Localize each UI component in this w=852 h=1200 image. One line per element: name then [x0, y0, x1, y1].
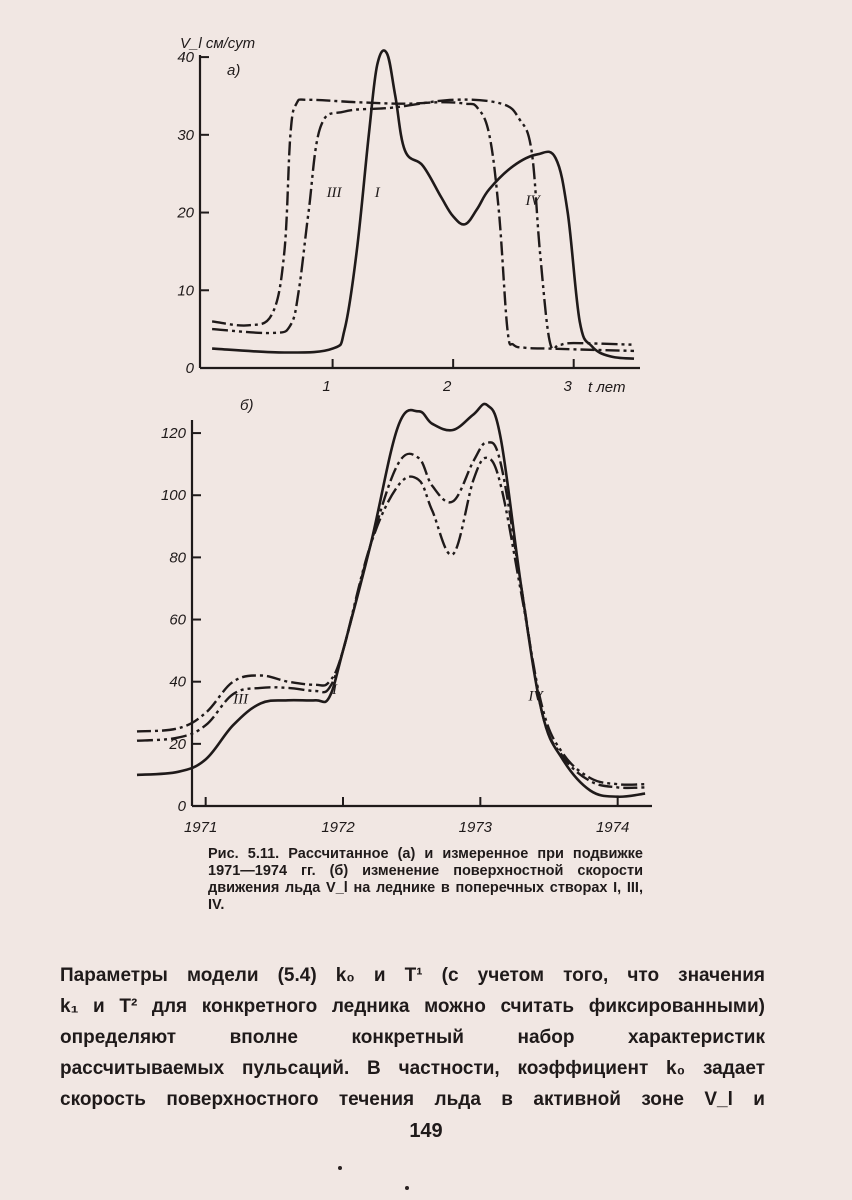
series-line-iv	[137, 458, 645, 785]
panel-a-letter: а)	[227, 62, 241, 79]
panel-b-chart	[137, 397, 652, 836]
y-tick-label: 10	[177, 282, 194, 300]
x-tick-label: 2	[442, 378, 452, 395]
x-tick-label: 3	[563, 378, 572, 395]
body-line: k₁ и T² для конкретного ледника можно считать фиксированными)	[60, 996, 765, 1017]
figure-caption: Рис. 5.11. Рассчитанное (а) и измеренное при подвижке 1971—1974 гг. (б) изменение поверхностной скорости движения льда V_l на леднике в поперечных створах I, III, IV.	[208, 846, 643, 913]
page-dot	[405, 1186, 409, 1190]
series-label: I	[332, 682, 338, 699]
y-tick-label: 60	[169, 611, 186, 629]
body-line: скорость поверхностного течения льда в активной зоне V_l и	[60, 1089, 765, 1110]
panel-a-chart	[176, 35, 640, 396]
series-label: I	[374, 185, 380, 201]
series-line-iv	[212, 100, 634, 350]
x-tick-label: 1	[322, 378, 331, 395]
series-line-i	[212, 50, 634, 358]
x-tick-label: 1972	[321, 819, 355, 836]
y-tick-label: 100	[160, 487, 186, 505]
page-number: 149	[409, 1120, 443, 1142]
body-text	[60, 960, 765, 1115]
y-tick-label: 0	[185, 360, 194, 377]
series-line-i	[137, 404, 645, 797]
body-line: рассчитываемых пульсаций. В частности, коэффициент k₀ задает	[60, 1058, 765, 1079]
body-line: Параметры модели (5.4) k₀ и T¹ (с учетом того, что значения	[60, 965, 765, 986]
series-line-iii	[212, 99, 634, 350]
panel-a-xlabel: t лет	[588, 379, 626, 396]
y-tick-label: 30	[177, 126, 194, 144]
x-tick-label: 1971	[183, 819, 218, 836]
panel-a-ylabel: V_l см/сут	[180, 35, 256, 52]
panel-b-letter: б)	[240, 397, 254, 414]
y-tick-label: 40	[177, 49, 194, 67]
series-label: III	[233, 691, 249, 708]
series-label: III	[326, 185, 342, 201]
y-tick-label: 0	[177, 798, 186, 815]
y-tick-label: 20	[177, 204, 194, 222]
x-tick-label: 1973	[458, 819, 493, 836]
x-tick-label: 1974	[595, 819, 630, 836]
y-tick-label: 20	[169, 735, 186, 753]
page-dot	[338, 1166, 342, 1170]
series-label: IV	[525, 192, 540, 209]
body-line: определяют вполне конкретный набор характеристик	[60, 1027, 765, 1048]
y-tick-label: 80	[169, 549, 186, 567]
y-tick-label: 120	[160, 425, 186, 443]
series-label: IV	[528, 688, 543, 705]
y-tick-label: 40	[169, 673, 186, 691]
